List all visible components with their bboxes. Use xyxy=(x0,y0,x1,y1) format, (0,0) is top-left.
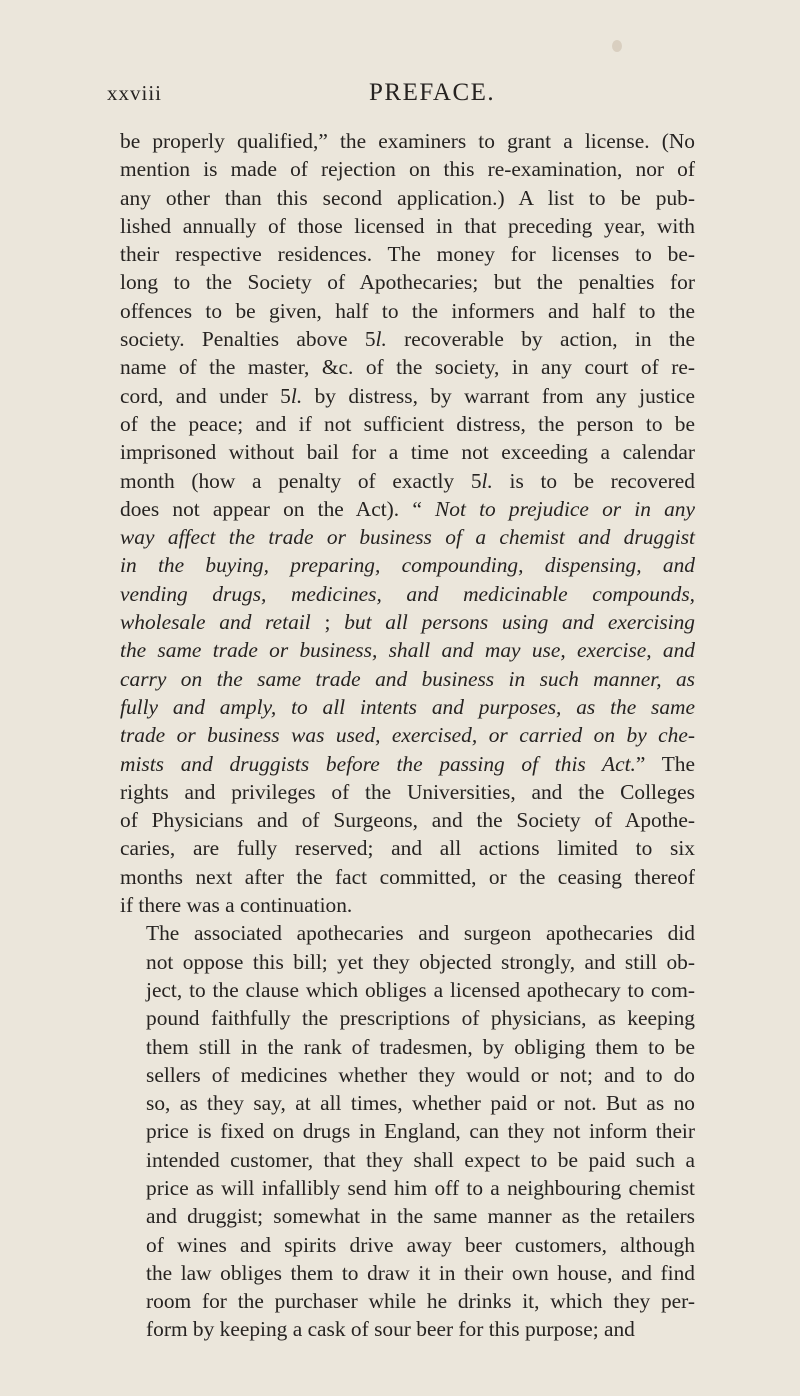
text-line: the law obliges them to draw it in their own house, and find xyxy=(146,1260,695,1285)
running-head: PREFACE. xyxy=(369,79,496,106)
text-line: and druggist; somewhat in the same manner as the retailers xyxy=(146,1204,695,1229)
text-line: their respective residences. The money for licenses to be- xyxy=(120,242,695,267)
text-line: trade or business was used, exercised, or carried on by che- xyxy=(120,723,695,748)
text-line: the same trade or business, shall and may use, exercise, and xyxy=(120,638,695,663)
text-line: name of the master, &c. of the society, in any court of re- xyxy=(120,355,695,380)
text-line: intended customer, that they shall expect to be paid such a xyxy=(146,1147,695,1172)
text-line: of Physicians and of Surgeons, and the Society of Apothe- xyxy=(120,808,695,833)
text-line: lished annually of those licensed in that preceding year, with xyxy=(120,213,695,238)
paragraph-2 xyxy=(120,919,695,1343)
text-line: form by keeping a cask of sour beer for this purpose; and xyxy=(146,1317,635,1342)
text-line: months next after the fact committed, or the ceasing thereof xyxy=(120,864,695,889)
text-line: sellers of medicines whether they would or not; and to do xyxy=(146,1062,695,1087)
text-line: mention is made of rejection on this re-examination, nor of xyxy=(120,157,695,182)
text-line: month (how a penalty of exactly 5l. is to be recovered xyxy=(120,468,695,493)
text-line: society. Penalties above 5l. recoverable by action, in the xyxy=(120,327,695,352)
text-line: mists and druggists before the passing of this Act.” The xyxy=(120,751,695,776)
text-line: so, as they say, at all times, whether paid or not. But as no xyxy=(146,1091,695,1116)
paper-stain xyxy=(612,40,622,52)
text-line: imprisoned without bail for a time not exceeding a calendar xyxy=(120,440,695,465)
text-line: of the peace; and if not sufficient distress, the person to be xyxy=(120,411,695,436)
text-line: long to the Society of Apothecaries; but the penalties for xyxy=(120,270,695,295)
text-line: room for the purchaser while he drinks it, which they per- xyxy=(146,1289,695,1314)
text-line: of wines and spirits drive away beer customers, although xyxy=(146,1232,695,1257)
text-line: The associated apothecaries and surgeon apothecaries did xyxy=(146,921,695,946)
text-line: price as will infallibly send him off to a neighbouring chemist xyxy=(146,1175,695,1200)
text-line: wholesale and retail ; but all persons using and exercising xyxy=(120,610,695,635)
text-line: does not appear on the Act). “ Not to prejudice or in any xyxy=(120,496,695,521)
text-line: carry on the same trade and business in such manner, as xyxy=(120,666,695,691)
text-line: be properly qualified,” the examiners to grant a license. (No xyxy=(120,129,695,153)
text-line: offences to be given, half to the informers and half to the xyxy=(120,298,695,323)
text-line: not oppose this bill; yet they objected strongly, and still ob- xyxy=(146,949,695,974)
text-line: cord, and under 5l. by distress, by warrant from any justice xyxy=(120,383,696,408)
text-line: fully and amply, to all intents and purposes, as the same xyxy=(120,694,695,719)
text-line: way affect the trade or business of a chemist and druggist xyxy=(120,525,695,550)
page-number: xxviii xyxy=(107,81,163,105)
text-line: if there was a continuation. xyxy=(120,893,353,918)
text-line: caries, are fully reserved; and all actions limited to six xyxy=(120,836,695,861)
text-line: them still in the rank of tradesmen, by obliging them to be xyxy=(146,1034,695,1059)
text-line: in the buying, preparing, compounding, dispensing, and xyxy=(120,553,695,578)
body-text xyxy=(120,127,695,1344)
text-line: price is fixed on drugs in England, can they not inform their xyxy=(146,1119,695,1144)
text-line: ject, to the clause which obliges a licensed apothecary to com- xyxy=(146,977,695,1002)
text-line: vending drugs, medicines, and medicinable compounds, xyxy=(120,581,695,606)
page-header xyxy=(107,81,692,111)
text-line: any other than this second application.) A list to be pub- xyxy=(120,185,695,210)
paragraph-1 xyxy=(120,127,695,919)
text-line: pound faithfully the prescriptions of physicians, as keeping xyxy=(146,1006,695,1031)
text-line: rights and privileges of the Universities, and the Colleges xyxy=(120,779,695,804)
